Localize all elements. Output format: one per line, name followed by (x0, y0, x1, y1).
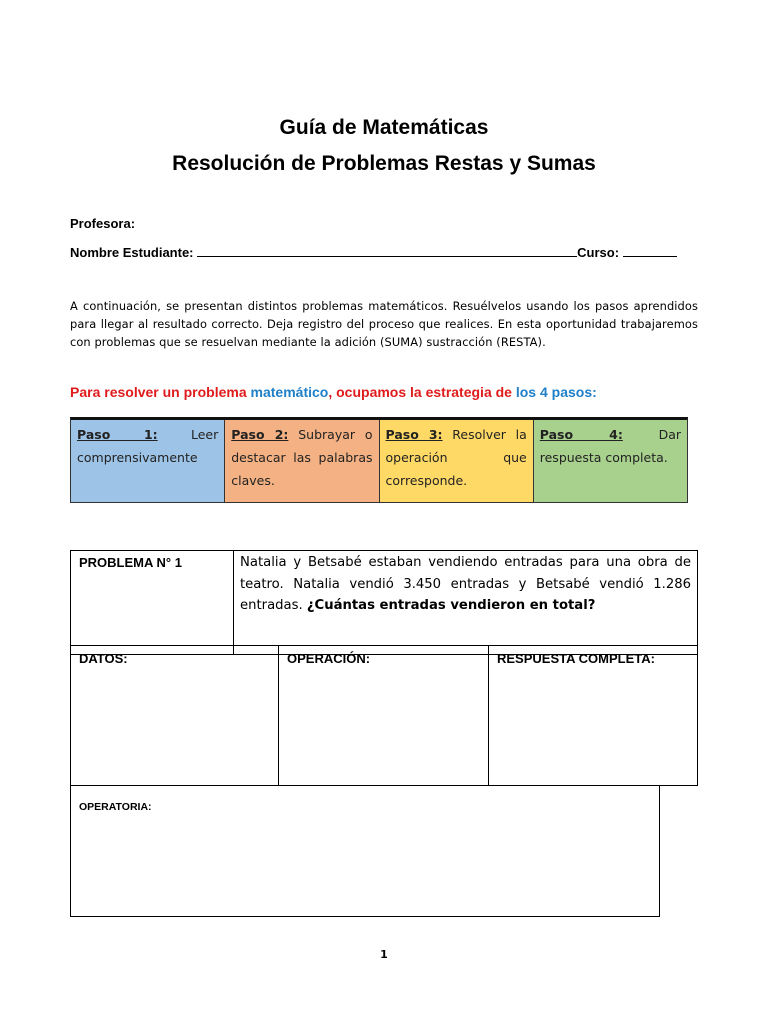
step-2-label: Paso 2: (231, 427, 289, 442)
step-4-text: Dar respuesta completa. (539, 427, 681, 465)
teacher-label: Profesora: (70, 216, 136, 231)
operatoria-label: OPERATORIA: (79, 801, 152, 813)
course-line[interactable] (623, 244, 677, 257)
operatoria-table (70, 785, 660, 917)
answer-cell[interactable] (489, 646, 698, 786)
step-4-label: Paso 4: (539, 427, 623, 442)
course-label: Curso: (577, 245, 620, 260)
student-row (70, 244, 677, 260)
work-table (70, 645, 698, 786)
step-2 (225, 420, 379, 502)
steps-table (70, 417, 688, 503)
problem-question: ¿Cuántas entradas vendieron en total? (306, 598, 596, 613)
strategy-part-2: matemático (250, 384, 329, 400)
problem-statement (234, 551, 698, 655)
step-1 (71, 420, 225, 502)
step-3 (380, 420, 534, 502)
operation-label: OPERACIÓN: (287, 651, 371, 666)
page-subtitle: Resolución de Problemas Restas y Sumas (172, 152, 596, 175)
strategy-part-3: , ocupamos la estrategia de (328, 384, 512, 400)
step-1-label: Paso 1: (77, 427, 158, 442)
strategy-part-1: Para resolver un problema (70, 384, 247, 400)
operatoria-cell[interactable] (71, 785, 660, 916)
problem-text: Natalia y Betsabé estaban vendiendo entradas para una obra de teatro. Natalia vendió 3.450 entradas y Betsabé vendió 1.286 entradas. (240, 555, 691, 613)
data-label: DATOS: (79, 651, 128, 666)
student-name-line[interactable] (197, 244, 577, 257)
problem-label: PROBLEMA N° 1 (71, 551, 234, 655)
page-number: 1 (380, 948, 388, 961)
page-title: Guía de Matemáticas (279, 116, 489, 139)
step-1-text: Leer comprensivamente (77, 427, 219, 465)
answer-label: RESPUESTA COMPLETA: (497, 651, 655, 666)
step-2-text: Subrayar o destacar las palabras claves. (231, 427, 373, 488)
data-cell[interactable] (71, 646, 279, 786)
operation-cell[interactable] (279, 646, 489, 786)
problem-table (70, 550, 698, 655)
student-label: Nombre Estudiante: (70, 245, 194, 260)
step-3-label: Paso 3: (385, 427, 443, 442)
step-3-text: Resolver la operación que corresponde. (385, 427, 527, 488)
step-4 (534, 420, 687, 502)
intro-paragraph: A continuación, se presentan distintos problemas matemáticos. Resuélvelos usando los pasos aprendidos para llegar al resultado correcto. Deja registro del proceso que realices. En esta oportunidad trabajaremos con problemas que se resuelvan mediante la adición (SUMA) sustracción (RESTA). (70, 299, 698, 349)
strategy-heading (70, 384, 597, 400)
strategy-part-4: los 4 pasos: (515, 384, 597, 400)
